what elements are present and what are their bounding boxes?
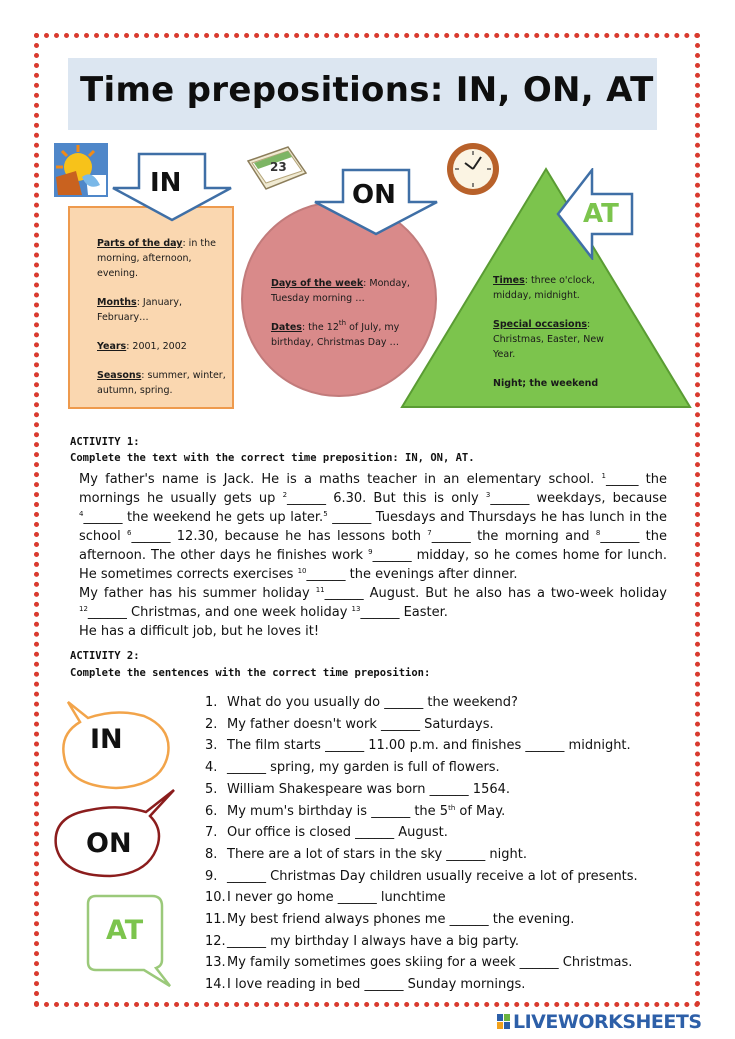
gap-number: 13 bbox=[351, 605, 361, 613]
text-segment: ______ Tuesdays and Thursdays he has lunch in the school bbox=[79, 510, 667, 544]
text-segment: ______ midday, so he comes home for lunch. He sometimes corrects exercises bbox=[79, 548, 667, 582]
exercise-item bbox=[205, 757, 665, 779]
activity2-instruction: Complete the sentences with the correct time preposition: bbox=[70, 667, 431, 679]
exercise-item bbox=[205, 974, 665, 996]
text-segment: ______ August. But he also has a two-week holiday bbox=[324, 586, 667, 601]
text-segment: ______ 12.30, because he has lessons both bbox=[131, 529, 428, 544]
watermark: LIVEWORKSHEETS bbox=[513, 1011, 702, 1033]
exercise-number: 13. bbox=[205, 955, 226, 971]
exercise-item bbox=[205, 714, 665, 736]
in-arrow-label: IN bbox=[150, 168, 182, 198]
gap-number: 5 bbox=[323, 510, 328, 518]
ordinal-suffix: th bbox=[448, 803, 456, 812]
exercise-text: ______ spring, my garden is full of flowers. bbox=[227, 760, 500, 776]
exercise-number: 8. bbox=[205, 846, 218, 862]
exercise-item bbox=[205, 844, 665, 866]
exercise-number: 14. bbox=[205, 977, 226, 993]
text-segment: ______ the weekend he gets up later. bbox=[83, 510, 324, 525]
on-bubble-label: ON bbox=[86, 828, 132, 859]
exercise-item bbox=[205, 779, 665, 801]
activity2-heading: ACTIVITY 2: bbox=[70, 650, 140, 662]
calendar-icon bbox=[244, 143, 310, 193]
text-segment: My father's name is Jack. He is a maths teacher in an elementary school. bbox=[79, 472, 602, 487]
text-segment: ______ the evenings after dinner. bbox=[306, 567, 518, 582]
at-text bbox=[493, 273, 613, 405]
exercise-item bbox=[205, 887, 665, 909]
activity1-closing: He has a difficult job, but he loves it! bbox=[79, 624, 320, 639]
svg-text:23: 23 bbox=[270, 160, 287, 174]
gap-number: 8 bbox=[595, 529, 601, 537]
text-segment: ______ Christmas, and one week holiday bbox=[87, 605, 352, 620]
title-bar bbox=[68, 58, 657, 130]
exercise-number: 5. bbox=[205, 781, 218, 797]
exercise-text: My best friend always phones me ______ the evening. bbox=[227, 912, 575, 928]
exercise-text: The film starts ______ 11.00 p.m. and finishes ______ midnight. bbox=[227, 738, 631, 754]
exercise-text: ______ my birthday I always have a big party. bbox=[227, 933, 519, 949]
exercise-text: My mum's birthday is ______ the 5 bbox=[227, 803, 449, 819]
exercise-text: ______ Christmas Day children usually receive a lot of presents. bbox=[227, 868, 638, 884]
exercise-text: Our office is closed ______ August. bbox=[227, 825, 448, 841]
gap-number: 2 bbox=[282, 491, 288, 499]
exercise-text: I never go home ______ lunchtime bbox=[227, 890, 446, 906]
at-times: Times: three o'clock, midday, midnight. bbox=[493, 275, 595, 301]
exercise-number: 9. bbox=[205, 868, 218, 884]
exercise-item bbox=[205, 692, 665, 714]
activity1-text bbox=[79, 470, 667, 641]
gap-number: 10 bbox=[297, 567, 307, 575]
gap-number: 7 bbox=[427, 529, 432, 537]
seasons-icon bbox=[52, 141, 110, 199]
exercise-item bbox=[205, 735, 665, 757]
exercise-item bbox=[205, 909, 665, 931]
text-segment: ______ weekdays, because bbox=[490, 491, 667, 506]
in-bubble-label: IN bbox=[90, 724, 123, 755]
activity1-instruction: Complete the text with the correct time preposition: IN, ON, AT. bbox=[70, 452, 475, 464]
at-bubble-label: AT bbox=[106, 915, 144, 946]
gap-number: 4 bbox=[79, 510, 84, 518]
activity1-paragraph-2 bbox=[79, 584, 667, 622]
exercise-number: 11. bbox=[205, 912, 226, 928]
on-arrow-label: ON bbox=[352, 180, 396, 210]
at-arrow-label: AT bbox=[583, 199, 619, 229]
exercise-text: My family sometimes goes skiing for a week ______ Christmas. bbox=[227, 955, 633, 971]
exercise-number: 4. bbox=[205, 760, 218, 776]
exercise-number: 1. bbox=[205, 695, 218, 710]
exercise-item bbox=[205, 952, 665, 974]
at-special: Special occasions: Christmas, Easter, New Year. bbox=[493, 319, 604, 360]
exercise-text: William Shakespeare was born ______ 1564. bbox=[227, 781, 511, 797]
exercise-number: 10. bbox=[205, 890, 226, 906]
gap-number: 1 bbox=[601, 472, 606, 480]
gap-number: 6 bbox=[127, 529, 132, 537]
on-dates: Dates: the 12th of July, my birthday, Christmas Day … bbox=[271, 319, 400, 348]
gap-number: 9 bbox=[368, 548, 373, 556]
gap-number: 12 bbox=[79, 605, 88, 613]
text-segment: ______ the afternoon. The other days he finishes work bbox=[79, 529, 668, 563]
in-parts-of-day: Parts of the day: in the morning, afternoon, evening. bbox=[97, 238, 216, 279]
in-seasons: Seasons: summer, winter, autumn, spring. bbox=[97, 370, 226, 396]
text-segment: ______ the morning and bbox=[431, 529, 596, 544]
exercise-number: 2. bbox=[205, 716, 218, 732]
exercise-text: I love reading in bed ______ Sunday mornings. bbox=[227, 977, 526, 993]
exercise-item bbox=[205, 801, 665, 823]
exercise-text: There are a lot of stars in the sky ______ night. bbox=[227, 846, 527, 862]
page-title: Time prepositions: IN, ON, AT bbox=[80, 70, 654, 110]
gap-number: 11 bbox=[315, 586, 325, 594]
on-days: Days of the week: Monday, Tuesday morning … bbox=[271, 278, 410, 304]
text-segment: ______ 6.30. But this is only bbox=[287, 491, 486, 506]
exercise-item bbox=[205, 866, 665, 888]
text-segment: My father has his summer holiday bbox=[79, 586, 316, 601]
at-night: Night; the weekend bbox=[493, 378, 599, 389]
gap-number: 3 bbox=[485, 491, 491, 499]
activity1-paragraph-1 bbox=[79, 470, 667, 584]
exercise-item bbox=[205, 822, 665, 844]
exercise-number: 7. bbox=[205, 825, 218, 841]
exercise-text: of May. bbox=[455, 803, 506, 819]
text-segment: _____ the mornings he usually gets up bbox=[79, 472, 668, 506]
text-segment: ______ Easter. bbox=[360, 605, 448, 620]
in-years: Years: 2001, 2002 bbox=[97, 341, 187, 352]
exercise-number: 3. bbox=[205, 738, 218, 754]
exercise-number: 6. bbox=[205, 803, 218, 819]
activity2-list bbox=[205, 692, 665, 996]
exercise-text: My father doesn't work ______ Saturdays. bbox=[227, 716, 494, 732]
in-box bbox=[68, 206, 234, 409]
exercise-item bbox=[205, 931, 665, 953]
exercise-number: 12. bbox=[205, 933, 226, 949]
in-months: Months: January, February… bbox=[97, 297, 182, 323]
exercise-text: What do you usually do ______ the weekend? bbox=[227, 695, 518, 710]
activity1-heading: ACTIVITY 1: bbox=[70, 436, 140, 448]
liveworksheets-logo-icon bbox=[497, 1014, 511, 1030]
